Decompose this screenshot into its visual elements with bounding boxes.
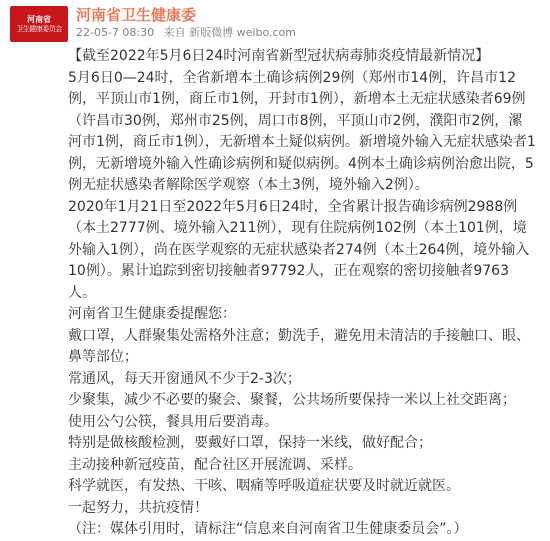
post-paragraph: 一起努力，共抗疫情！: [68, 499, 208, 516]
source-prefix: 来自: [163, 26, 186, 39]
post-paragraph: （注：媒体引用时，请标注“信息来自河南省卫生健康委员会”。）: [68, 521, 468, 537]
avatar-text-line2: 卫生健康委员会: [16, 25, 62, 33]
avatar[interactable]: [10, 6, 68, 42]
post-subline: [76, 25, 296, 41]
post-paragraph: 河南省卫生健康委提醒您：: [68, 306, 236, 322]
post-paragraph: 特别是做核酸检测，要戴好口罩，保持一米线，做好配合；: [68, 435, 432, 451]
post-content: [10, 46, 540, 541]
post-meta: [76, 6, 296, 41]
post-paragraph: 科学就医，有发热、干咳、咽痛等呼吸道症状要及时就近就医。: [68, 478, 460, 494]
post-paragraph: 少聚集，减少不必要的聚会、聚餐，公共场所要保持一米以上社交距离；: [68, 392, 516, 408]
author-name-link[interactable]: 河南省卫生健康委: [76, 6, 197, 24]
post-paragraph: 主动接种新冠疫苗，配合社区开展流调、采样。: [68, 456, 362, 473]
post-paragraph: 5月6日0—24时，全省新增本土确诊病例29例（郑州市14例，许昌市12例，平顶山市1例，商丘市1例，开封市1例），新增本土无症状感染者69例（许昌市30例，郑州市25例，周口市8例，平顶山市2例，濮阳市2例，漯河市1例，商丘市1例），无新增本土疑似病例。新增境外输入无症状感染者1例，无新增境外输入性确诊病例和疑似病例。4例本土确诊病例治愈出院，5例无症状感染者解除医学观察（本土3例，境外输入2例）。: [68, 69, 536, 193]
post-paragraph: 戴口罩，人群聚集处需格外注意；勤洗手，避免用未清洁的手接触口、眼、鼻等部位；: [68, 327, 530, 365]
post-paragraph: 2020年1月21日至2022年5月6日24时，全省累计报告确诊病例2988例（本土2777例、境外输入211例），现有住院病例102例（本土101例，境外输入1例），尚在医学观察的无症状感染者274例（本土264例，境外输入10例）。累计追踪到密切接触者97792人，正在观察的密切接触者9763人。: [68, 198, 530, 301]
post-paragraph: 常通风，每天开窗通风不少于2-3次；: [68, 370, 301, 387]
post-header: [10, 6, 540, 42]
post-source[interactable]: 新版微博 weibo.com: [189, 26, 296, 39]
post-time[interactable]: 22-05-7 08:30: [76, 26, 155, 39]
post-paragraph: 使用公勺公筷，餐具用后要消毒。: [68, 413, 278, 430]
post-paragraph: 【截至2022年5月6日24时河南省新型冠状病毒肺炎疫情最新情况】: [68, 48, 490, 64]
avatar-text-line1: 河南省: [27, 14, 51, 24]
